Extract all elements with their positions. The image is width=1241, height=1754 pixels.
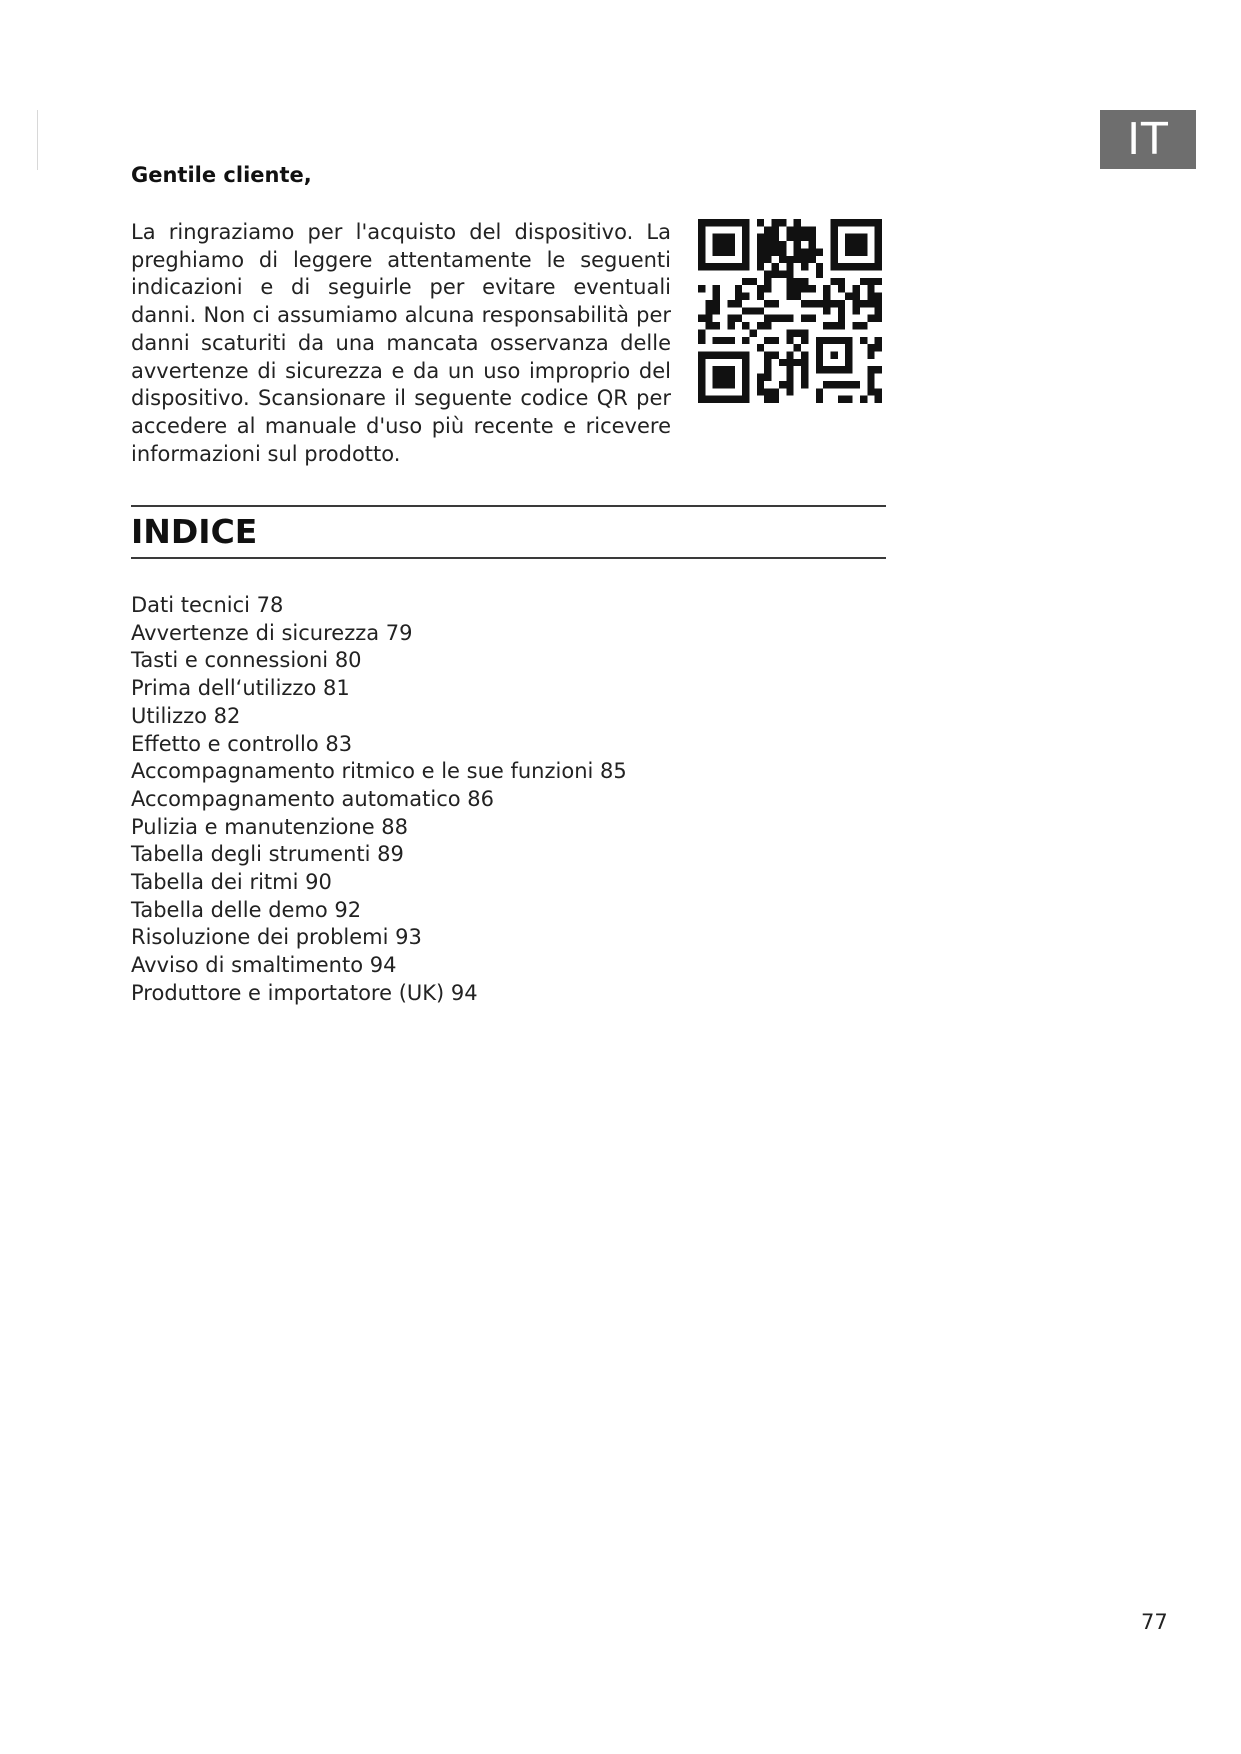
qr-module — [801, 300, 808, 307]
qr-module — [801, 351, 808, 358]
qr-module — [816, 263, 823, 270]
qr-module — [786, 366, 793, 373]
qr-module — [786, 329, 793, 336]
qr-module — [823, 307, 830, 314]
qr-module — [801, 226, 808, 233]
qr-module — [779, 359, 786, 366]
qr-module — [823, 293, 830, 300]
qr-module — [786, 293, 793, 300]
toc-item[interactable]: Avviso di smaltimento 94 — [131, 953, 397, 978]
qr-module — [772, 300, 779, 307]
qr-module — [757, 248, 764, 255]
qr-module — [860, 337, 867, 344]
toc-item[interactable]: Risoluzione dei problemi 93 — [131, 925, 422, 950]
qr-module — [698, 315, 705, 322]
qr-module — [853, 285, 860, 292]
qr-module — [786, 337, 793, 344]
qr-module — [742, 278, 749, 285]
qr-module — [705, 322, 712, 329]
qr-module — [705, 307, 712, 314]
toc-list — [131, 592, 627, 1008]
qr-module — [808, 256, 815, 263]
qr-module — [713, 300, 720, 307]
qr-module — [867, 381, 874, 388]
qr-module — [742, 307, 749, 314]
qr-module — [875, 388, 882, 395]
qr-module — [860, 278, 867, 285]
qr-module — [853, 300, 860, 307]
qr-module — [727, 322, 734, 329]
qr-module — [698, 329, 705, 336]
qr-module — [764, 351, 771, 358]
qr-module — [764, 271, 771, 278]
qr-module — [794, 234, 801, 241]
qr-module — [830, 322, 837, 329]
qr-module — [838, 396, 845, 403]
qr-module — [794, 344, 801, 351]
toc-item[interactable]: Tabella dei ritmi 90 — [131, 870, 332, 895]
qr-module — [786, 374, 793, 381]
qr-module — [698, 285, 705, 292]
qr-module — [823, 322, 830, 329]
qr-module — [757, 219, 764, 226]
qr-module — [786, 351, 793, 358]
qr-module — [772, 315, 779, 322]
qr-module — [801, 263, 808, 270]
qr-module — [772, 248, 779, 255]
qr-module — [772, 396, 779, 403]
qr-module — [772, 241, 779, 248]
qr-module — [786, 359, 793, 366]
qr-module — [772, 388, 779, 395]
qr-module — [867, 388, 874, 395]
qr-module — [867, 285, 874, 292]
qr-module — [867, 374, 874, 381]
qr-module — [764, 322, 771, 329]
qr-module — [808, 285, 815, 292]
toc-item[interactable]: Dati tecnici 78 — [131, 593, 284, 617]
toc-item[interactable]: Accompagnamento automatico 86 — [131, 786, 494, 811]
qr-module — [772, 234, 779, 241]
qr-module — [757, 285, 764, 292]
qr-module — [875, 366, 882, 373]
toc-item[interactable]: Accompagnamento ritmico e le sue funzioni 85 — [131, 759, 627, 784]
qr-module — [838, 307, 845, 314]
qr-module — [764, 285, 771, 292]
qr-module — [875, 307, 882, 314]
qr-module — [875, 344, 882, 351]
qr-module — [794, 226, 801, 233]
qr-module — [830, 381, 837, 388]
toc-item[interactable]: Prima dell‘utilizzo 81 — [131, 676, 350, 701]
qr-module — [779, 256, 786, 263]
qr-module — [845, 396, 852, 403]
qr-module — [786, 315, 793, 322]
qr-module — [823, 381, 830, 388]
qr-module — [764, 278, 771, 285]
qr-module — [838, 315, 845, 322]
qr-module — [801, 285, 808, 292]
qr-module — [772, 263, 779, 270]
qr-module — [867, 366, 874, 373]
qr-module — [808, 248, 815, 255]
qr-module — [786, 226, 793, 233]
qr-module — [772, 351, 779, 358]
toc-item[interactable]: Tabella degli strumenti 89 — [131, 842, 404, 867]
qr-module — [779, 315, 786, 322]
qr-module — [875, 315, 882, 322]
qr-module — [808, 241, 815, 248]
qr-module — [816, 388, 823, 395]
qr-module — [786, 234, 793, 241]
qr-module — [742, 293, 749, 300]
qr-module — [816, 396, 823, 403]
qr-module — [757, 256, 764, 263]
qr-module — [772, 271, 779, 278]
qr-module — [735, 285, 742, 292]
qr-module — [801, 256, 808, 263]
toc-title: INDICE — [131, 512, 258, 551]
qr-module — [764, 359, 771, 366]
qr-module — [875, 278, 882, 285]
margin-rule — [37, 110, 38, 170]
qr-module — [779, 219, 786, 226]
qr-module — [867, 300, 874, 307]
qr-module — [838, 278, 845, 285]
qr-module — [794, 278, 801, 285]
qr-module — [794, 248, 801, 255]
qr-module — [794, 256, 801, 263]
qr-module — [764, 366, 771, 373]
qr-module — [705, 315, 712, 322]
qr-module — [779, 381, 786, 388]
qr-module — [794, 219, 801, 226]
qr-module — [808, 234, 815, 241]
qr-module — [838, 285, 845, 292]
qr-module — [727, 315, 734, 322]
qr-module — [816, 248, 823, 255]
qr-module — [713, 322, 720, 329]
qr-module — [794, 293, 801, 300]
page-number: 77 — [1141, 1610, 1168, 1634]
qr-module — [794, 241, 801, 248]
qr-module — [845, 293, 852, 300]
qr-module — [764, 396, 771, 403]
qr-module — [794, 285, 801, 292]
qr-module — [860, 300, 867, 307]
qr-module — [838, 300, 845, 307]
qr-module — [742, 337, 749, 344]
qr-module — [764, 241, 771, 248]
qr-module — [867, 351, 874, 358]
qr-module — [875, 337, 882, 344]
qr-module — [808, 226, 815, 233]
qr-module — [786, 256, 793, 263]
qr-module — [757, 381, 764, 388]
qr-module — [875, 300, 882, 307]
qr-module — [875, 396, 882, 403]
qr-module — [786, 271, 793, 278]
qr-module — [764, 234, 771, 241]
qr-module — [816, 300, 823, 307]
toc-bottom-rule — [131, 557, 886, 559]
qr-module — [801, 337, 808, 344]
qr-module — [757, 241, 764, 248]
qr-module — [823, 285, 830, 292]
qr-module — [801, 234, 808, 241]
qr-module — [713, 337, 720, 344]
qr-module — [764, 315, 771, 322]
qr-module — [742, 322, 749, 329]
qr-module — [794, 329, 801, 336]
qr-module — [867, 278, 874, 285]
qr-module — [867, 344, 874, 351]
toc-top-rule — [131, 505, 886, 507]
qr-module — [764, 248, 771, 255]
qr-module — [867, 293, 874, 300]
qr-module — [830, 278, 837, 285]
qr-module — [838, 381, 845, 388]
qr-module — [808, 300, 815, 307]
qr-module — [757, 322, 764, 329]
qr-module — [772, 337, 779, 344]
toc-item[interactable]: Pulizia e manutenzione 88 — [131, 814, 409, 839]
qr-module — [764, 388, 771, 395]
qr-module — [727, 300, 734, 307]
qr-module — [801, 329, 808, 336]
qr-module — [779, 271, 786, 278]
toc-item[interactable]: Tabella delle demo 92 — [131, 897, 362, 922]
qr-module — [860, 322, 867, 329]
qr-module — [757, 234, 764, 241]
qr-module — [816, 271, 823, 278]
qr-module — [764, 374, 771, 381]
toc-item[interactable]: Avvertenze di sicurezza 79 — [131, 620, 413, 645]
qr-module — [838, 322, 845, 329]
qr-module — [750, 278, 757, 285]
qr-module — [757, 374, 764, 381]
qr-module — [757, 293, 764, 300]
qr-module — [801, 248, 808, 255]
qr-module — [705, 300, 712, 307]
qr-module — [772, 226, 779, 233]
qr-module — [713, 285, 720, 292]
qr-module — [757, 263, 764, 270]
qr-module — [720, 337, 727, 344]
qr-module — [808, 315, 815, 322]
qr-module — [801, 366, 808, 373]
qr-module — [823, 300, 830, 307]
qr-module — [853, 381, 860, 388]
qr-module — [801, 374, 808, 381]
qr-module — [698, 337, 705, 344]
qr-module — [853, 322, 860, 329]
qr-module — [786, 285, 793, 292]
greeting: Gentile cliente, — [131, 163, 312, 187]
qr-module — [853, 307, 860, 314]
toc-item[interactable]: Utilizzo 82 — [131, 703, 241, 728]
toc-item[interactable]: Effetto e controllo 83 — [131, 731, 353, 756]
qr-module — [764, 337, 771, 344]
qr-module — [801, 359, 808, 366]
qr-module — [779, 248, 786, 255]
toc-item[interactable]: Produttore e importatore (UK) 94 — [131, 980, 478, 1005]
qr-module — [757, 388, 764, 395]
qr-module — [801, 315, 808, 322]
qr-module — [735, 315, 742, 322]
qr-module — [786, 263, 793, 270]
qr-module — [786, 388, 793, 395]
qr-module — [830, 300, 837, 307]
qr-module — [801, 278, 808, 285]
qr-module — [875, 293, 882, 300]
qr-module — [757, 307, 764, 314]
qr-module — [786, 278, 793, 285]
qr-module — [772, 219, 779, 226]
qr-module — [845, 381, 852, 388]
qr-module — [786, 381, 793, 388]
qr-module — [735, 300, 742, 307]
language-tab: IT — [1100, 110, 1196, 169]
qr-module — [764, 300, 771, 307]
qr-module — [794, 359, 801, 366]
qr-module — [727, 337, 734, 344]
qr-module — [750, 329, 757, 336]
qr-module — [764, 256, 771, 263]
qr-module — [801, 381, 808, 388]
qr-module — [735, 293, 742, 300]
qr-module — [750, 307, 757, 314]
qr-code — [698, 219, 882, 403]
qr-module — [860, 396, 867, 403]
qr-module — [713, 293, 720, 300]
qr-module — [867, 315, 874, 322]
qr-module — [713, 307, 720, 314]
qr-module — [757, 344, 764, 351]
intro-paragraph: La ringraziamo per l'acquisto del dispositivo. La preghiamo di leggere attentamente le seguenti indicazioni e di seguirle per evitare eventuali danni. Non ci assumiamo alcuna responsabilità per danni scaturiti da una mancata osservanza delle avvertenze di sicurezza e da un uso improprio del dispositivo. Scansionare il seguente codice QR per accedere al manuale d'uso più recente e ricevere informazioni sul prodotto. — [131, 220, 671, 466]
qr-module — [779, 241, 786, 248]
qr-module — [853, 293, 860, 300]
toc-item[interactable]: Tasti e connessioni 80 — [131, 648, 362, 673]
qr-module — [764, 226, 771, 233]
